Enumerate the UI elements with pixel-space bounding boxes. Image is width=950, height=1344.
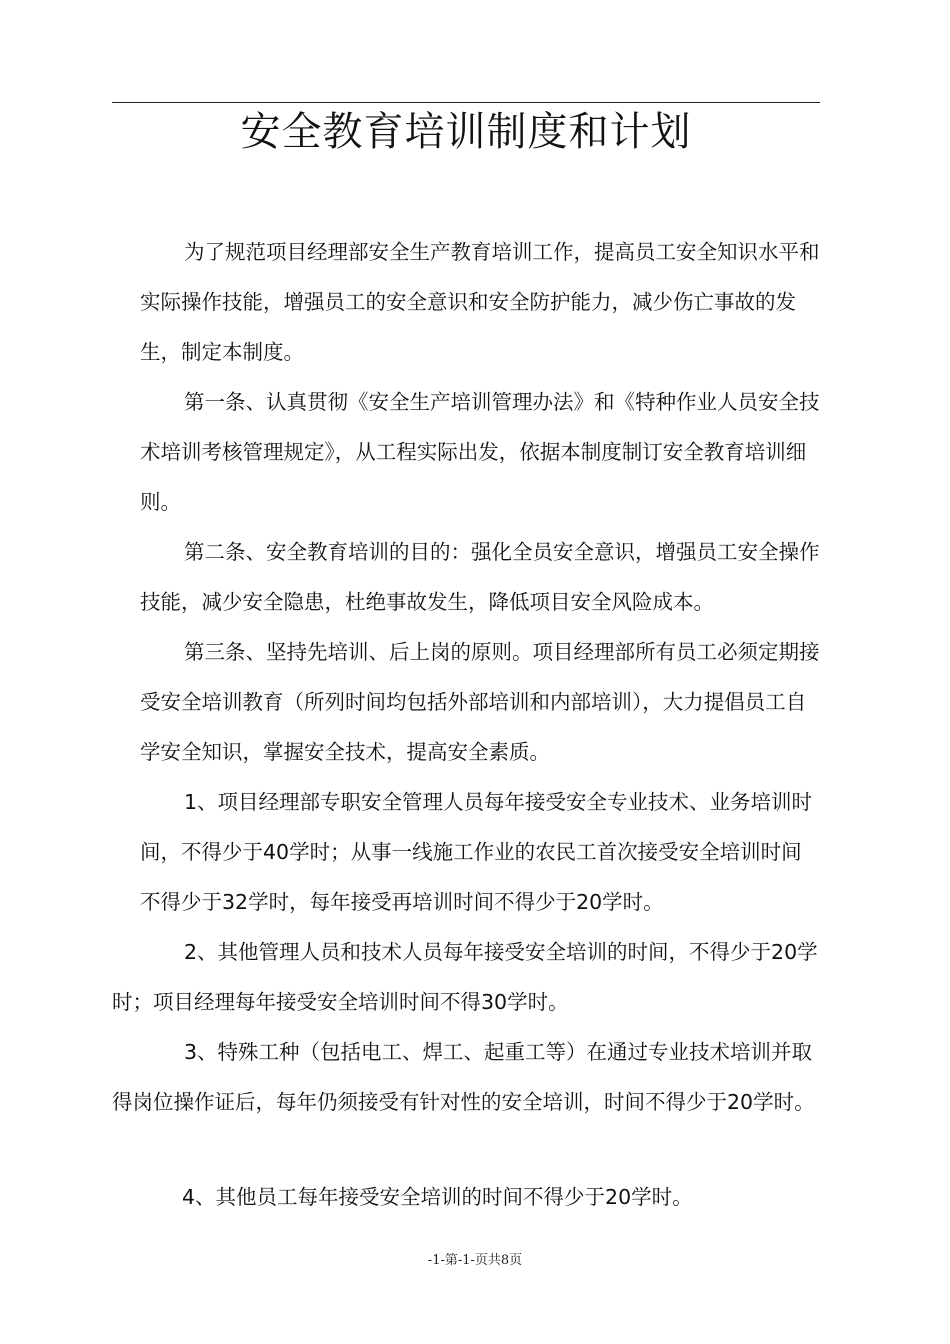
paragraph-article-1: 第一条、认真贯彻《安全生产培训管理办法》和《特种作业人员安全技术培训考核管理规定》，从工程实际出发，依据本制度制订安全教育培训细则。 [140, 390, 820, 514]
paragraph-item-3: 3、特殊工种（包括电工、焊工、起重工等）在通过专业技术培训并取得岗位操作证后，每年仍须接受有针对性的安全培训，时间不得少于20学时。 [112, 1040, 815, 1114]
paragraph-item-1: 1、项目经理部专职安全管理人员每年接受安全专业技术、业务培训时间，不得少于40学时；从事一线施工作业的农民工首次接受安全培训时间不得少于32学时，每年接受再培训时间不得少于20学时。 [140, 790, 813, 914]
page-footer: -1-第-1-页共8页 [427, 1253, 523, 1268]
paragraph-item-4: 4、其他员工每年接受安全培训的时间不得少于20学时。 [182, 1185, 693, 1209]
paragraph-article-2: 第二条、安全教育培训的目的：强化全员安全意识，增强员工安全操作技能，减少安全隐患，杜绝事故发生，降低项目安全风险成本。 [140, 540, 820, 614]
header-rule [112, 102, 820, 103]
paragraph-intro: 为了规范项目经理部安全生产教育培训工作，提高员工安全知识水平和实际操作技能，增强员工的安全意识和安全防护能力，减少伤亡事故的发生，制定本制度。 [140, 240, 820, 364]
paragraph-item-2: 2、其他管理人员和技术人员每年接受安全培训的时间，不得少于20学时；项目经理每年接受安全培训时间不得30学时。 [112, 940, 818, 1014]
paragraph-article-3: 第三条、坚持先培训、后上岗的原则。项目经理部所有员工必须定期接受安全培训教育（所列时间均包括外部培训和内部培训），大力提倡员工自学安全知识，掌握安全技术，提高安全素质。 [140, 640, 820, 764]
document-title: 安全教育培训制度和计划 [240, 109, 692, 155]
